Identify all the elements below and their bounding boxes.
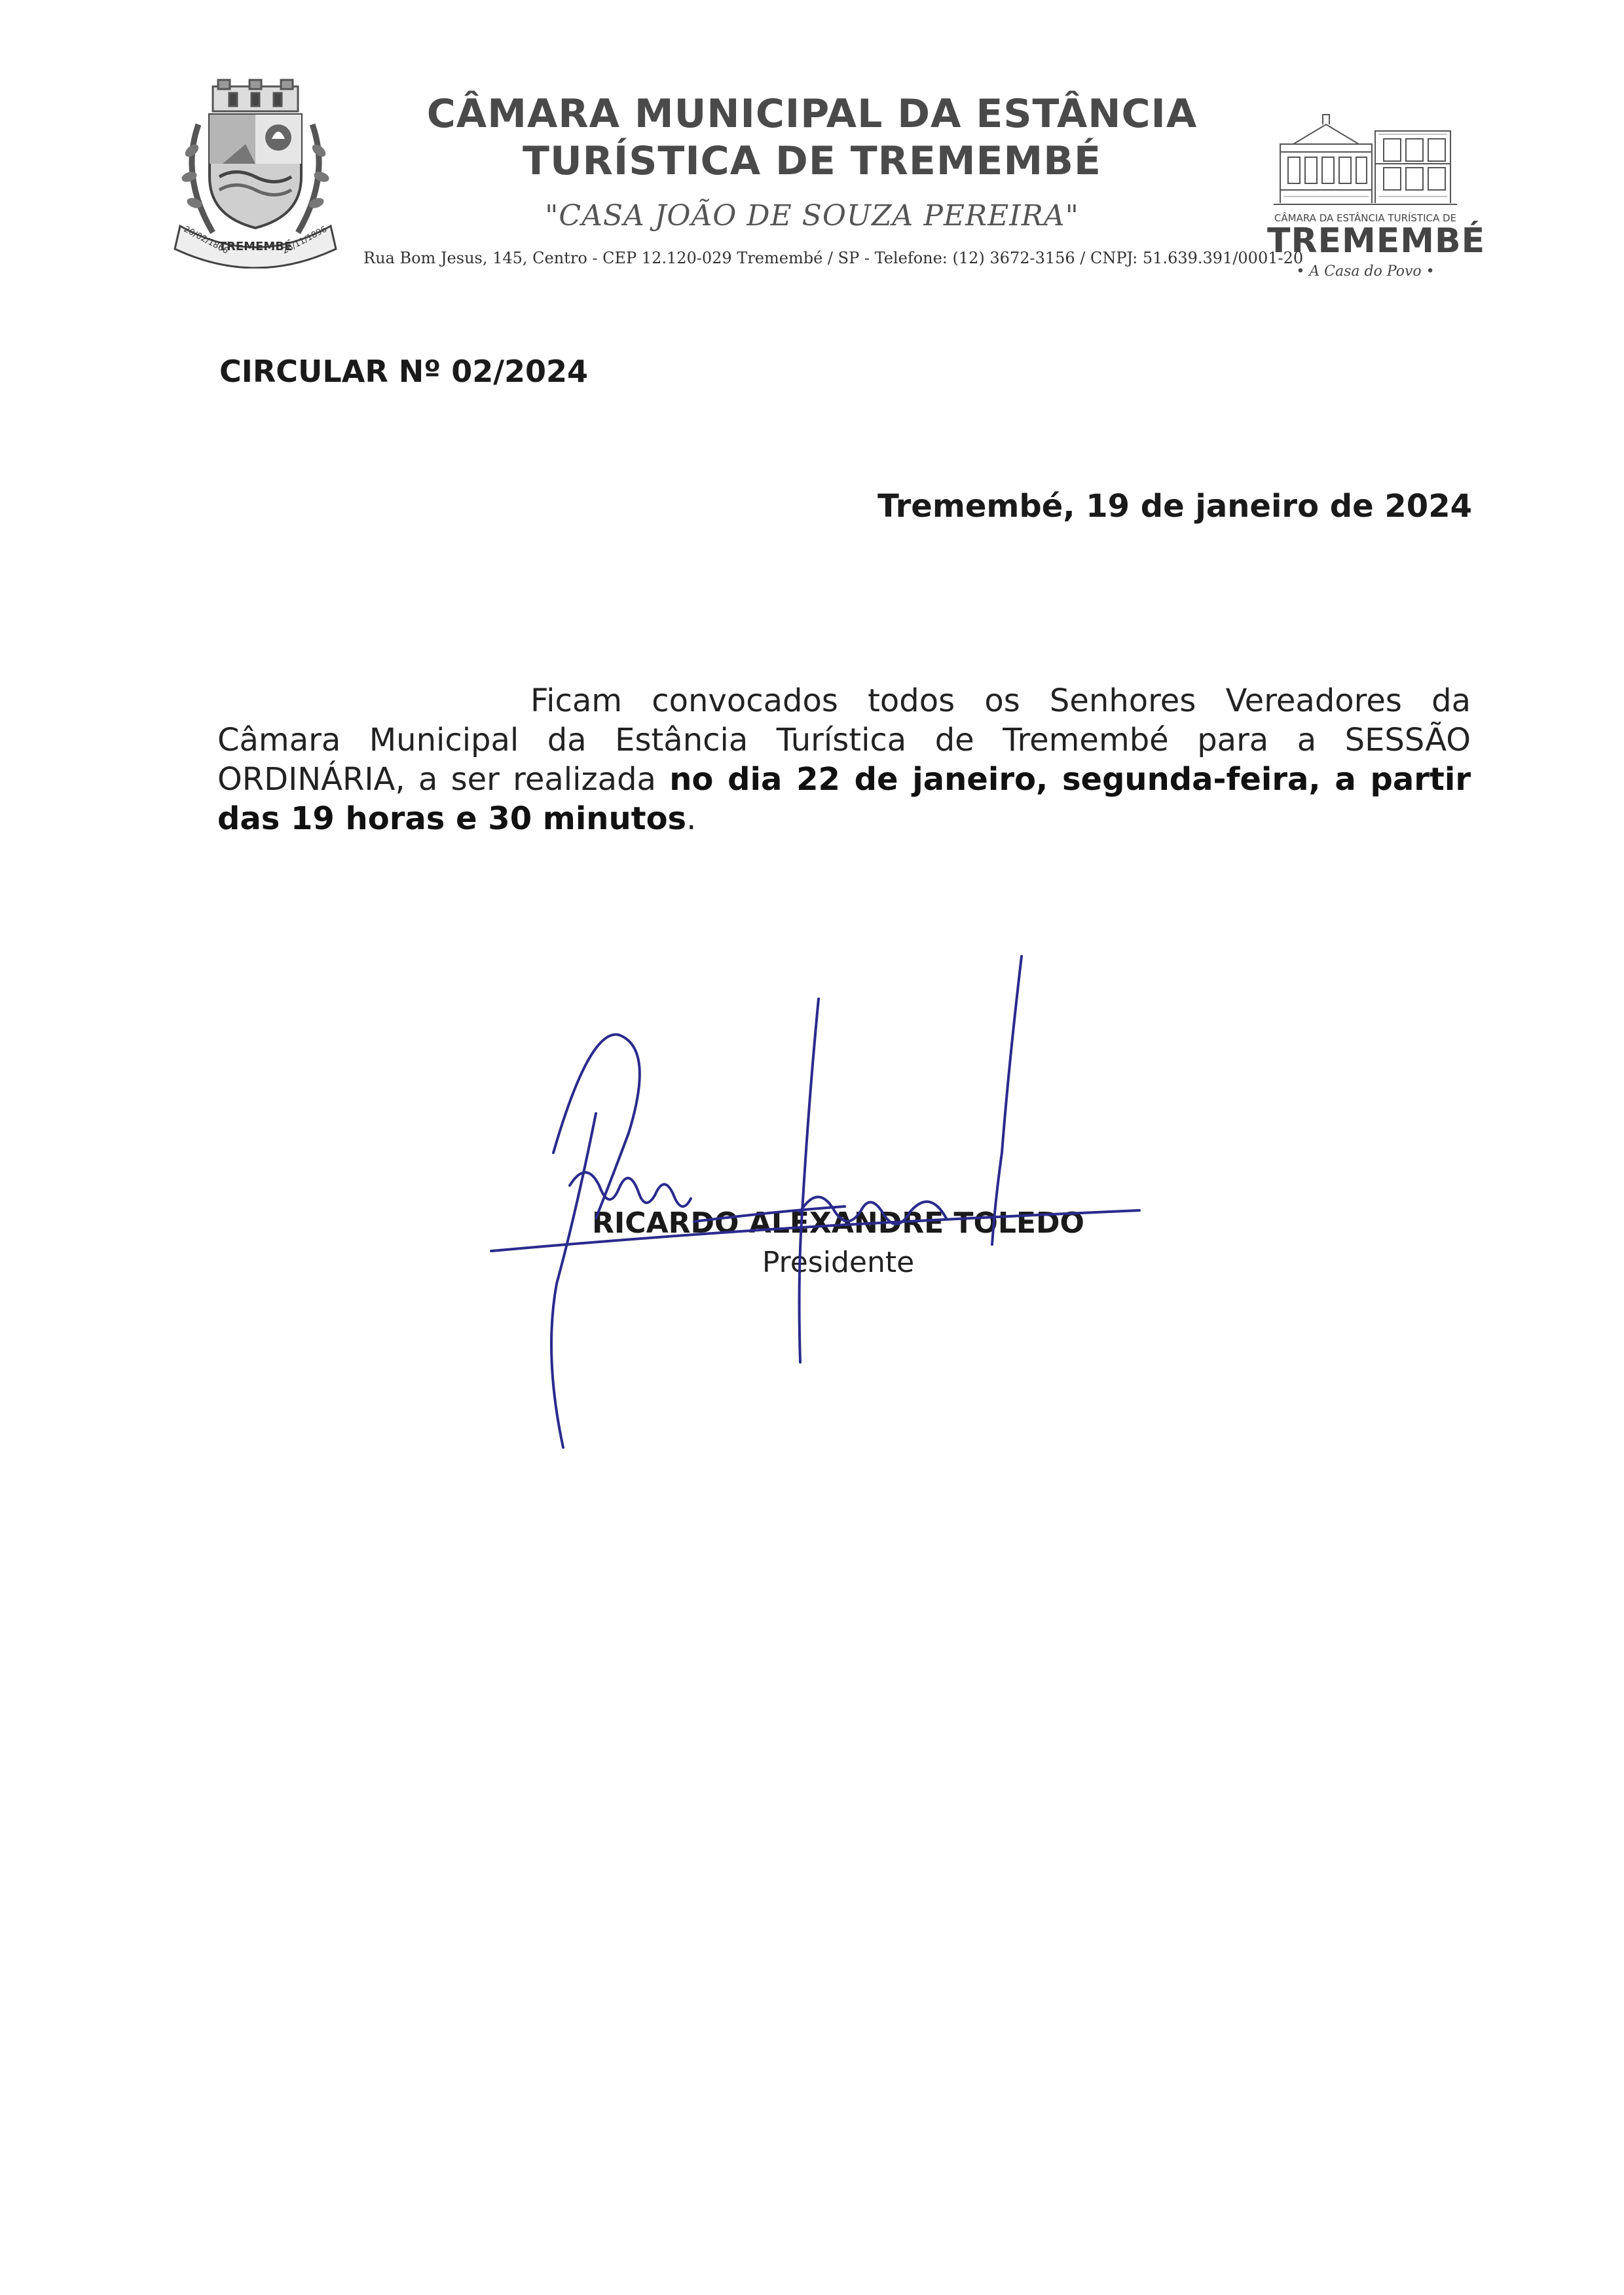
convocation-period: . (686, 800, 697, 837)
institution-title (367, 90, 1257, 185)
signer-title: Presidente (762, 1246, 915, 1279)
institution-title-line2: TURÍSTICA DE TREMEMBÉ (523, 138, 1101, 184)
coat-of-arms-logo (167, 79, 344, 269)
coat-of-arms-icon (167, 79, 344, 269)
coat-of-arms-banner: TREMEMBÉ (218, 240, 293, 253)
building-logo-name: TREMEMBÉ (1267, 221, 1486, 261)
document-date: Tremembé, 19 de janeiro de 2024 (877, 488, 1472, 525)
building-logo-motto: • A Casa do Povo • (1296, 263, 1435, 280)
institution-address: Rua Bom Jesus, 145, Centro - CEP 12.120-029 Tremembé / SP - Telefone: (12) 3672-3156 / CNPJ: 51.639.391/0001-20 (363, 249, 1304, 267)
convocation-datetime: no dia 22 de janeiro, segunda-feira, a partir das 19 horas e 30 minutos (217, 761, 1471, 837)
handwritten-signature (478, 937, 1166, 1480)
coat-of-arms-date-left: 20/02/1866 (182, 224, 231, 257)
building-icon (1267, 92, 1464, 210)
convocation-text: Ficam convocados todos os Senhores Vereadores da Câmara Municipal da Estância Turística de Tremembé para a SESSÃO ORDINÁRIA, a ser realizada (217, 682, 1471, 798)
circular-number: CIRCULAR Nº 02/2024 (219, 354, 589, 389)
building-logo-caption: CÂMARA DA ESTÂNCIA TURÍSTICA DE (1274, 212, 1457, 224)
coat-of-arms-date-right: 26/11/1896 (280, 224, 329, 257)
institution-subtitle: "CASA JOÃO DE SOUZA PEREIRA" (545, 199, 1079, 233)
institution-title-line1: CÂMARA MUNICIPAL DA ESTÂNCIA (426, 91, 1198, 137)
building-logo (1267, 92, 1486, 282)
signature-icon (478, 937, 1166, 1480)
signer-name: RICARDO ALEXANDRE TOLEDO (592, 1206, 1084, 1240)
convocation-paragraph (217, 681, 1471, 838)
